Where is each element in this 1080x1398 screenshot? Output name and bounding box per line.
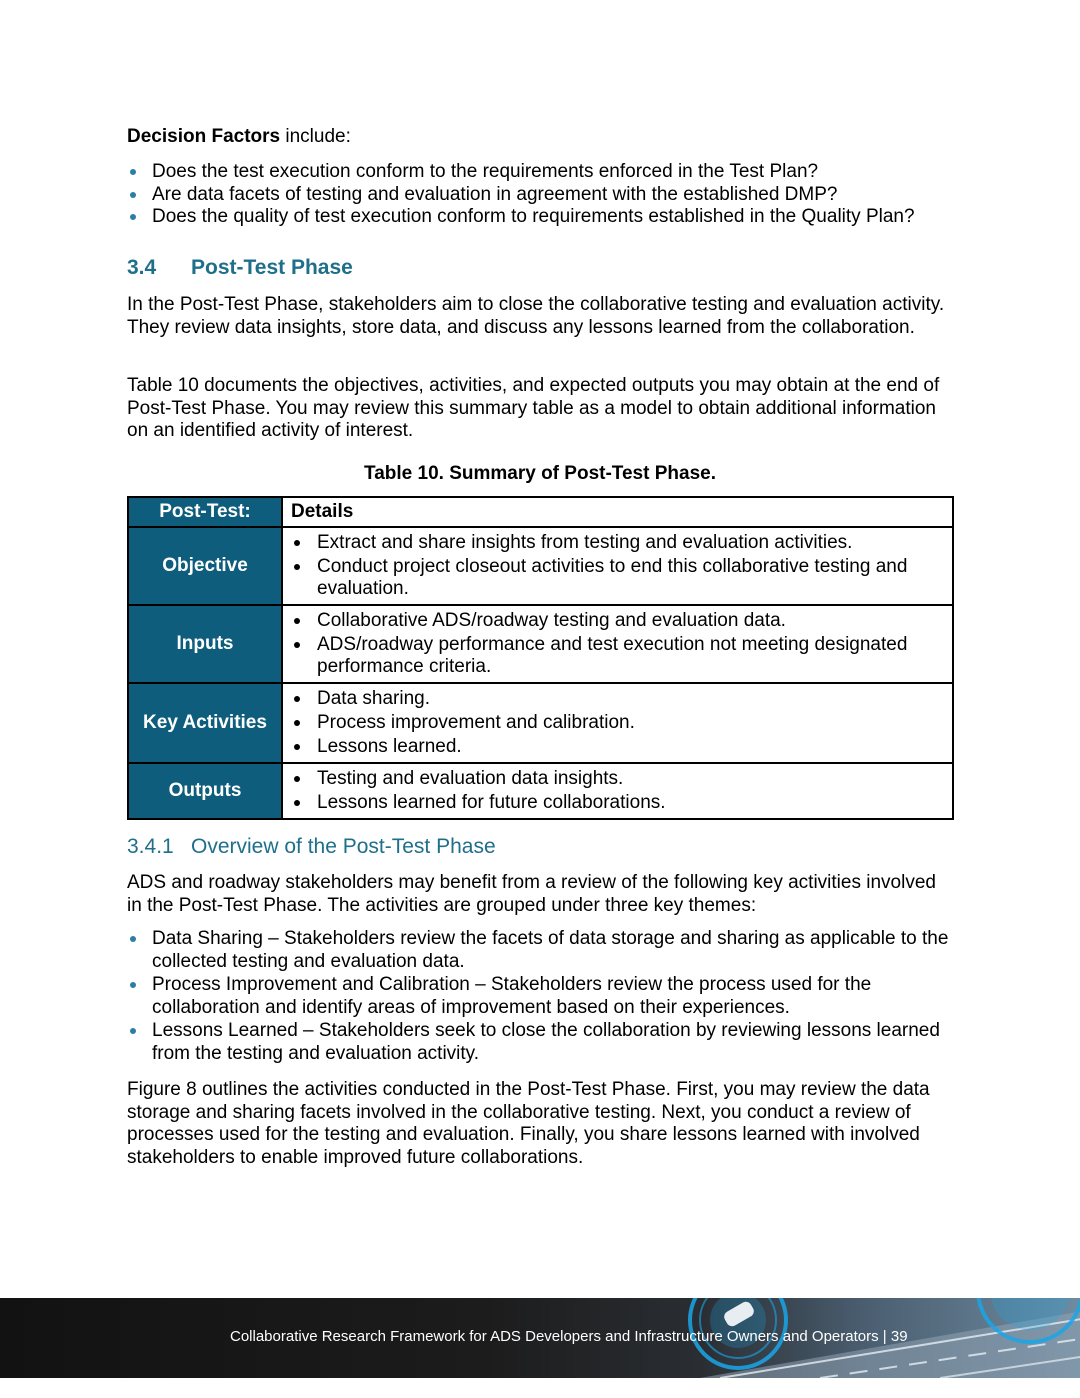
summary-table <box>127 496 954 820</box>
row-label-key-activities: Key Activities <box>128 683 282 763</box>
table-row <box>128 683 953 763</box>
row-details <box>282 683 953 763</box>
section-heading <box>127 256 353 280</box>
table-row <box>128 605 953 683</box>
list-item: Process improvement and calibration. <box>291 712 944 734</box>
paragraph-figure-description: Figure 8 outlines the activities conducted in the Post-Test Phase. First, you may review the data storage and sharing facets involved in the collaborative testing. Next, you conduct a review of processes used for the testing and evaluation. Finally, you share lessons learned with involved stakeholders to enable improved future collaborations. <box>127 1079 930 1168</box>
table-caption: Table 10. Summary of Post-Test Phase. <box>364 463 716 484</box>
themes-list <box>127 928 953 1066</box>
subsection-heading <box>127 835 496 859</box>
decision-factors-rest: include: <box>280 126 351 147</box>
footer-separator: | <box>882 1328 887 1345</box>
section-title: Post-Test Phase <box>191 256 353 279</box>
list-item: Does the test execution conform to the requirements enforced in the Test Plan? <box>127 161 957 184</box>
paragraph-table-description: Table 10 documents the objectives, activities, and expected outputs you may obtain at the end of Post-Test Phase. You may review this summary table as a model to obtain additional information on an identified activity of interest. <box>127 375 940 441</box>
row-label-inputs: Inputs <box>128 605 282 683</box>
table-header-row <box>128 497 953 527</box>
decision-factors-bold: Decision Factors <box>127 126 281 147</box>
footer-title: Collaborative Research Framework for ADS Developers and Infrastructure Owners and Operators <box>230 1328 879 1345</box>
list-item: Data sharing. <box>291 688 944 710</box>
table-header-details: Details <box>282 497 953 527</box>
list-item: Are data facets of testing and evaluation in agreement with the established DMP? <box>127 184 957 207</box>
list-item: Process Improvement and Calibration – Stakeholders review the process used for the collaboration and identify areas of improvement based on their experiences. <box>127 974 953 1019</box>
list-item: Collaborative ADS/roadway testing and evaluation data. <box>291 610 944 632</box>
list-item: Lessons learned. <box>291 736 944 758</box>
list-item: ADS/roadway performance and test execution not meeting designated performance criteria. <box>291 634 944 678</box>
list-item: Data Sharing – Stakeholders review the facets of data storage and sharing as applicable to the collected testing and evaluation data. <box>127 928 953 973</box>
table-row <box>128 527 953 605</box>
list-item: Extract and share insights from testing and evaluation activities. <box>291 532 944 554</box>
row-label-objective: Objective <box>128 527 282 605</box>
list-item: Lessons learned for future collaborations. <box>291 792 944 814</box>
table-row <box>128 763 953 819</box>
list-item: Does the quality of test execution conform to requirements established in the Quality Plan? <box>127 206 957 229</box>
paragraph-overview: ADS and roadway stakeholders may benefit from a review of the following key activities involved in the Post-Test Phase. The activities are grouped under three key themes: <box>127 872 936 916</box>
row-details <box>282 527 953 605</box>
footer-text <box>230 1328 908 1345</box>
section-number: 3.4 <box>127 256 157 279</box>
row-label-outputs: Outputs <box>128 763 282 819</box>
subsection-number: 3.4.1 <box>127 835 174 858</box>
list-item: Conduct project closeout activities to end this collaborative testing and evaluation. <box>291 556 944 600</box>
row-details <box>282 605 953 683</box>
paragraph-intro: In the Post-Test Phase, stakeholders aim to close the collaborative testing and evaluation activity. They review data insights, store data, and discuss any lessons learned from the collaboration. <box>127 294 945 338</box>
list-item: Testing and evaluation data insights. <box>291 768 944 790</box>
decision-factors-list <box>127 161 957 229</box>
table-header-post-test: Post-Test: <box>128 497 282 527</box>
subsection-title: Overview of the Post-Test Phase <box>191 835 496 858</box>
list-item: Lessons Learned – Stakeholders seek to close the collaboration by reviewing lessons learned from the testing and evaluation activity. <box>127 1020 953 1065</box>
decision-factors-intro <box>127 126 351 149</box>
page-number: 39 <box>890 1328 908 1345</box>
row-details <box>282 763 953 819</box>
